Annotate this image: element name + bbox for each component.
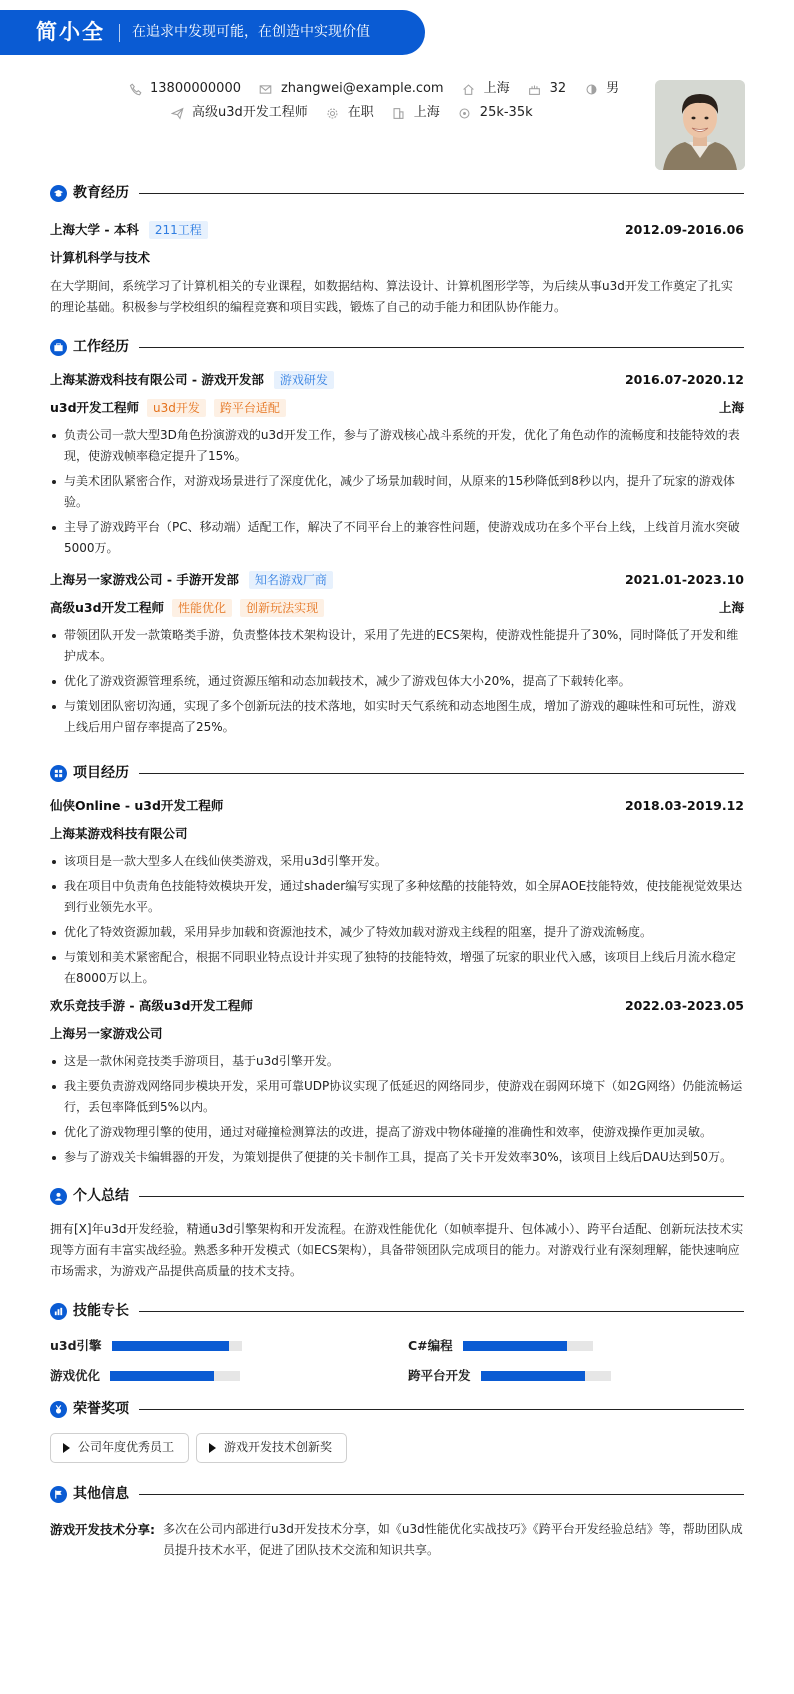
gender-icon xyxy=(584,82,598,96)
job-role: u3d开发工程师 xyxy=(50,400,140,415)
skill-name: C#编程 xyxy=(408,1338,453,1353)
grid-icon xyxy=(50,765,67,782)
graduation-cap-icon xyxy=(50,185,67,202)
triangle-icon xyxy=(209,1443,216,1453)
skills-section-header xyxy=(50,1300,744,1322)
section-divider xyxy=(139,1409,744,1410)
skill-bar-fill xyxy=(112,1341,229,1351)
salary-text: 25k-35k xyxy=(479,105,533,120)
skill-item xyxy=(50,1336,242,1356)
education-entry xyxy=(50,220,744,318)
project-date: 2018.03-2019.12 xyxy=(624,798,744,813)
education-description: 在大学期间，系统学习了计算机相关的专业课程，如数据结构、算法设计、计算机图形学等，为后续从事u3d开发工作奠定了扎实的理论基础。积极参与学校组织的编程竞赛和项目实践，锻炼了自己的动手能力和团队协作能力。 xyxy=(50,279,733,314)
company-tag: 游戏研发 xyxy=(274,371,334,389)
company-tag: 知名游戏厂商 xyxy=(249,571,333,589)
education-section-header xyxy=(50,182,744,204)
projects-section-header xyxy=(50,762,744,784)
skills-title: 技能专长 xyxy=(73,1302,129,1319)
gender-text: 男 xyxy=(606,81,620,96)
phone-icon xyxy=(128,82,142,96)
skill-name: 游戏优化 xyxy=(50,1368,101,1383)
award-label: 公司年度优秀员工 xyxy=(78,1440,175,1455)
other-label: 游戏开发技术分享: xyxy=(50,1522,155,1537)
triangle-icon xyxy=(63,1443,70,1453)
job-role: 高级u3d开发工程师 xyxy=(50,600,165,615)
salary-item xyxy=(458,103,533,124)
work-section-header xyxy=(50,336,744,358)
email-text: zhangwei@example.com xyxy=(280,81,444,96)
gear-icon xyxy=(326,106,340,120)
summary-section-header xyxy=(50,1185,744,1207)
project-company: 上海某游戏科技有限公司 xyxy=(50,826,188,841)
position-text: 高级u3d开发工程师 xyxy=(192,105,308,120)
city-text: 上海 xyxy=(483,81,510,96)
profile-row-1 xyxy=(128,79,637,100)
project-bullet: 我在项目中负责角色技能特效模块开发，通过shader编写实现了多种炫酷的技能特效，如全屏AOE技能特效，使技能视觉效果达到行业领先水平。 xyxy=(50,876,744,918)
skill-bar-fill xyxy=(481,1371,585,1381)
profile-photo xyxy=(655,80,745,170)
work-bullet: 带领团队开发一款策略类手游，负责整体技术架构设计，采用了先进的ECS架构，使游戏性能提升了30%，同时降低了开发和维护成本。 xyxy=(50,625,744,667)
gender-item xyxy=(584,79,619,100)
section-divider xyxy=(139,1311,744,1312)
skill-bar xyxy=(463,1341,593,1351)
medal-icon xyxy=(50,1401,67,1418)
work-entry-2 xyxy=(50,570,744,742)
skill-bar xyxy=(112,1341,242,1351)
chart-icon xyxy=(50,1303,67,1320)
job-location: 上海 xyxy=(718,400,744,415)
project-bullet: 优化了游戏物理引擎的使用，通过对碰撞检测算法的改进，提高了游戏中物体碰撞的准确性和效率，使游戏操作更加灵敏。 xyxy=(50,1122,744,1143)
age-item xyxy=(528,79,567,100)
section-divider xyxy=(139,1196,744,1197)
summary-title: 个人总结 xyxy=(73,1187,129,1204)
home-icon xyxy=(462,82,476,96)
banner-divider xyxy=(119,24,120,42)
education-title: 教育经历 xyxy=(73,184,129,201)
award-item xyxy=(196,1433,347,1463)
flag-icon xyxy=(50,1486,67,1503)
email-item xyxy=(259,79,444,100)
major: 计算机科学与技术 xyxy=(50,250,151,265)
project-entry-2 xyxy=(50,996,744,1172)
other-title: 其他信息 xyxy=(73,1485,129,1502)
school-tag: 211工程 xyxy=(149,221,208,239)
other-entry xyxy=(50,1519,744,1561)
company-name: 上海另一家游戏公司 - 手游开发部 xyxy=(50,572,239,587)
status-item xyxy=(326,103,374,124)
other-text: 多次在公司内部进行u3d开发技术分享，如《u3d性能优化实战技巧》《跨平台开发经验总结》等，帮助团队成员提升技术水平，促进了团队技术交流和知识共享。 xyxy=(163,1522,743,1557)
building-icon xyxy=(392,106,406,120)
work-bullet: 负责公司一款大型3D角色扮演游戏的u3d开发工作，参与了游戏核心战斗系统的开发，优化了角色动作的流畅度和技能特效的表现，使游戏帧率稳定提升了15%。 xyxy=(50,425,744,467)
role-tag: 性能优化 xyxy=(172,599,232,617)
mail-icon xyxy=(259,82,273,96)
city-item xyxy=(462,79,510,100)
project-bullet: 我主要负责游戏网络同步模块开发，采用可靠UDP协议实现了低延迟的网络同步，使游戏在弱网环境下（如2G网络）仍能流畅运行，丢包率降低到5%以内。 xyxy=(50,1076,744,1118)
money-icon xyxy=(458,106,472,120)
slogan: 在追求中发现可能，在创造中实现价值 xyxy=(132,24,370,41)
briefcase-icon xyxy=(50,339,67,356)
send-icon xyxy=(170,106,184,120)
work-date: 2016.07-2020.12 xyxy=(624,372,744,387)
skill-bar xyxy=(110,1371,240,1381)
school-name: 上海大学 - 本科 xyxy=(50,222,139,237)
skill-bar xyxy=(481,1371,611,1381)
profile-row-2 xyxy=(170,103,551,124)
projects-title: 项目经历 xyxy=(73,764,129,781)
skill-bar-fill xyxy=(110,1371,214,1381)
section-divider xyxy=(139,193,744,194)
work-entry-1 xyxy=(50,370,744,563)
age-text: 32 xyxy=(549,81,567,96)
skill-name: u3d引擎 xyxy=(50,1338,102,1353)
project-bullet: 该项目是一款大型多人在线仙侠类游戏，采用u3d引擎开发。 xyxy=(50,851,744,872)
project-bullet: 优化了特效资源加载，采用异步加载和资源池技术，减少了特效加载对游戏主线程的阻塞，提升了游戏流畅度。 xyxy=(50,922,744,943)
award-label: 游戏开发技术创新奖 xyxy=(224,1440,333,1455)
skill-item xyxy=(408,1366,611,1386)
user-icon xyxy=(50,1188,67,1205)
skill-item xyxy=(408,1336,593,1356)
skill-name: 跨平台开发 xyxy=(408,1368,471,1383)
skill-item xyxy=(50,1366,240,1386)
work-bullet: 与策划团队密切沟通，实现了多个创新玩法的技术落地，如实时天气系统和动态地图生成，增加了游戏的趣味性和可玩性，游戏上线后用户留存率提高了25%。 xyxy=(50,696,744,738)
project-bullet: 这是一款休闲竞技类手游项目，基于u3d引擎开发。 xyxy=(50,1051,744,1072)
section-divider xyxy=(139,347,744,348)
skill-bar-fill xyxy=(463,1341,567,1351)
work-bullet: 与美术团队紧密合作，对游戏场景进行了深度优化，减少了场景加载时间，从原来的15秒降低到8秒以内，提升了玩家的游戏体验。 xyxy=(50,471,744,513)
company-name: 上海某游戏科技有限公司 - 游戏开发部 xyxy=(50,372,264,387)
status-text: 在职 xyxy=(347,105,374,120)
work-city-text: 上海 xyxy=(413,105,440,120)
project-title: 欢乐竞技手游 - 高级u3d开发工程师 xyxy=(50,998,253,1013)
role-tag: u3d开发 xyxy=(147,399,206,417)
position-item xyxy=(170,103,308,124)
awards-section-header xyxy=(50,1398,744,1420)
work-title: 工作经历 xyxy=(73,338,129,355)
role-tag: 跨平台适配 xyxy=(214,399,286,417)
project-entry-1 xyxy=(50,796,744,993)
name-banner xyxy=(0,10,425,55)
phone-item xyxy=(128,79,241,100)
section-divider xyxy=(139,773,744,774)
project-company: 上海另一家游戏公司 xyxy=(50,1026,163,1041)
award-item xyxy=(50,1433,189,1463)
project-bullet: 与策划和美术紧密配合，根据不同职业特点设计并实现了独特的技能特效，增强了玩家的职业代入感，该项目上线后月流水稳定在8000万以上。 xyxy=(50,947,744,989)
phone-text: 13800000000 xyxy=(150,81,241,96)
role-tag: 创新玩法实现 xyxy=(240,599,324,617)
work-city-item xyxy=(392,103,440,124)
summary-text: 拥有[X]年u3d开发经验，精通u3d引擎架构和开发流程。在游戏性能优化（如帧率提升、包体减小）、跨平台适配、创新玩法技术实现等方面有丰富实战经验。熟悉多种开发模式（如ECS架构），具备带领团队完成项目的能力。对游戏行业有深刻理解，能快速响应市场需求，为游戏产品提供高质量的技术支持。 xyxy=(50,1222,744,1278)
project-date: 2022.03-2023.05 xyxy=(624,998,744,1013)
job-location: 上海 xyxy=(718,600,744,615)
project-title: 仙侠Online - u3d开发工程师 xyxy=(50,798,224,813)
work-bullet: 主导了游戏跨平台（PC、移动端）适配工作，解决了不同平台上的兼容性问题，使游戏成功在多个平台上线，上线首月流水突破5000万。 xyxy=(50,517,744,559)
work-date: 2021.01-2023.10 xyxy=(624,572,744,587)
work-bullet: 优化了游戏资源管理系统，通过资源压缩和动态加载技术，减少了游戏包体大小20%，提高了下载转化率。 xyxy=(50,671,744,692)
section-divider xyxy=(139,1494,744,1495)
education-date: 2012.09-2016.06 xyxy=(624,222,744,237)
candidate-name: 简小全 xyxy=(36,19,105,44)
project-bullet: 参与了游戏关卡编辑器的开发，为策划提供了便捷的关卡制作工具，提高了关卡开发效率30%，该项目上线后DAU达到50万。 xyxy=(50,1147,744,1168)
awards-title: 荣誉奖项 xyxy=(73,1400,129,1417)
age-icon xyxy=(528,82,542,96)
other-section-header xyxy=(50,1483,744,1505)
